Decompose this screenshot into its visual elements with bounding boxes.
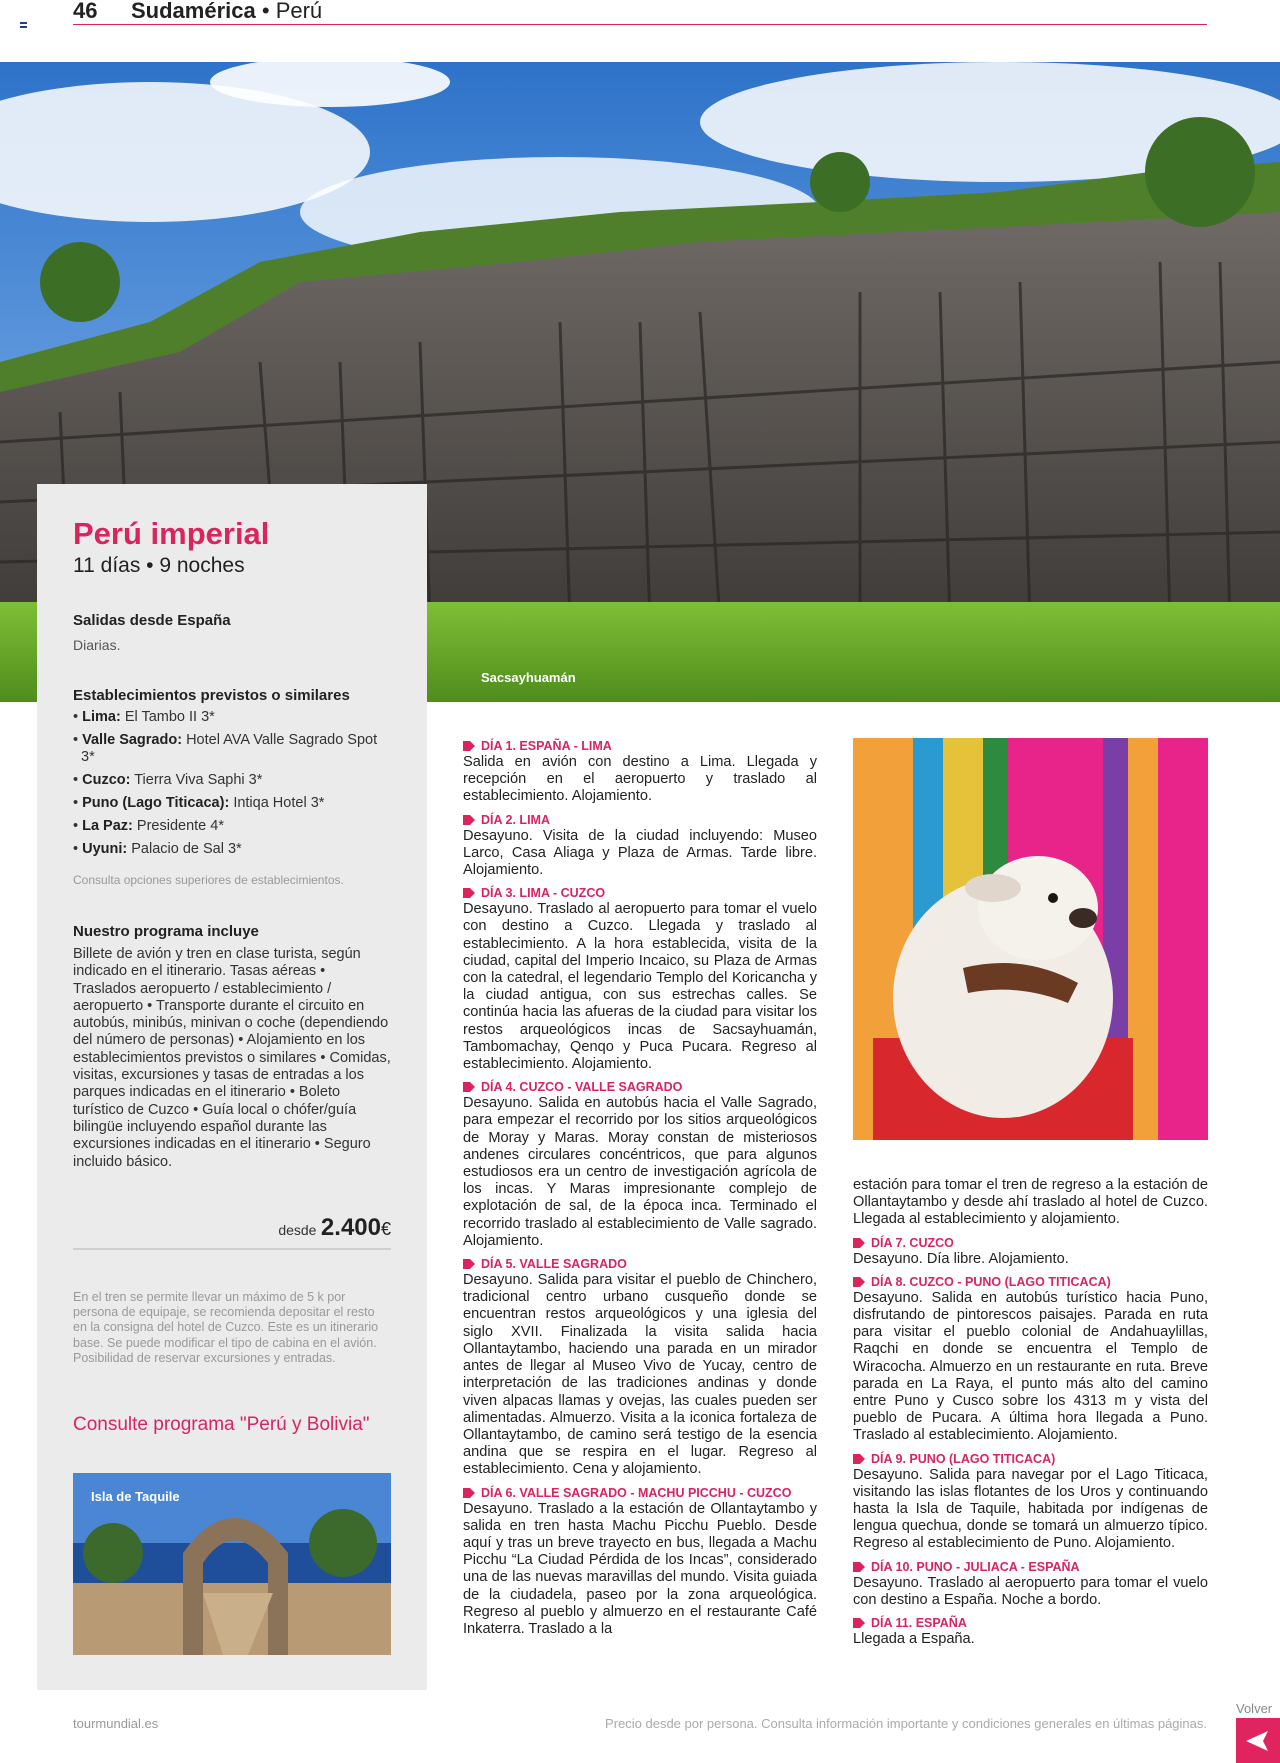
- day-title: [463, 812, 817, 828]
- day-text: Desayuno. Salida en autobús turístico hacia Puno, disfrutando de pintorescos paisajes. Parada en ruta para visitar el pueblo colonial de Andahuaylillas, Raqchi en donde se encuentra el Templo de Wiracocha. Almuerzo en un restaurante en ruta. Breve parada en La Raya, el punto más alto del camino entre Puno y Cusco sobre los 4313 m y vista del pueblo de Pucara. A última hora llegada a Puno. Traslado al establecimiento. Alojamiento.: [853, 1289, 1208, 1444]
- hotel-name: El Tambo II 3*: [124, 709, 215, 725]
- day-block: [853, 1451, 1208, 1553]
- price-prefix: desde: [278, 1222, 317, 1238]
- list-item: • Uyuni: Palacio de Sal 3*: [73, 841, 242, 857]
- day-marker-icon: [463, 741, 475, 751]
- departures-text: Diarias.: [73, 637, 121, 653]
- day-text: Salida en avión con destino a Lima. Llegada y recepción en el aeropuerto y traslado al establecimiento. Alojamiento.: [463, 754, 817, 805]
- day-marker-icon: [853, 1454, 865, 1464]
- day-title: [463, 1485, 817, 1501]
- price-row: [73, 1214, 391, 1250]
- day-block: [463, 812, 817, 880]
- day-continuation: [853, 1177, 1208, 1229]
- day-marker-icon: [463, 888, 475, 898]
- day-marker-icon: [853, 1562, 865, 1572]
- day-title-text: DÍA 3. LIMA - CUZCO: [481, 886, 606, 901]
- hotel-city: Cuzco:: [82, 772, 131, 788]
- day-text: Llegada a España.: [853, 1631, 975, 1648]
- day-title-text: DÍA 8. CUZCO - PUNO (LAGO TITICACA): [871, 1274, 1111, 1289]
- day-title-text: DÍA 4. CUZCO - VALLE SAGRADO: [481, 1080, 683, 1095]
- back-label: Volver: [1236, 1701, 1273, 1716]
- day-title: [853, 1274, 1208, 1290]
- peru-bolivia-link[interactable]: Consulte programa "Perú y Bolivia": [73, 1414, 370, 1435]
- day-title-text: DÍA 7. CUZCO: [871, 1235, 954, 1250]
- day-text: Desayuno. Salida en autobús hacia el Valle Sagrado, para empezar el recorrido por los sitios arqueológicos de Moray y Maras. Moray constan de misteriosos andenes circulares concéntricos, que para algunos estudiosos era un centro de investigación agrícola de los incas. Y Maras impresionante complejo de explotación de sal, de la época inca. Terminado el recorrido traslado al establecimiento de Valle sagrado. Alojamiento.: [463, 1095, 817, 1249]
- departures-title: Salidas desde España: [73, 612, 231, 629]
- day-title-text: DÍA 5. VALLE SAGRADO: [481, 1257, 627, 1272]
- country-name: Perú: [275, 0, 323, 23]
- day-text: Desayuno. Traslado al aeropuerto para tomar el vuelo con destino a Cuzco. Llegada y traslado al establecimiento. A la hora establecida, visita de la ciudad, capital del Imperio Incaico, su Plaza de Armas con la catedral, el legendario Templo del Koricancha y la ciudad antigua, con sus estrechas calles. Se continúa hacia las afueras de la ciudad para visitar los restos arqueológicos incas de Sacsayhuamán, Tambomachay, Qenqo y Puca Pucara. Regreso al establecimiento. Alojamiento.: [463, 901, 817, 1073]
- page-number: 46: [73, 0, 98, 23]
- day-text: Desayuno. Visita de la ciudad incluyendo: Museo Larco, Casa Aliaga y Plaza de Armas. Tarde libre. Alojamiento.: [463, 827, 817, 879]
- list-item: • La Paz: Presidente 4*: [73, 818, 224, 834]
- day-title-text: DÍA 1. ESPAÑA - LIMA: [481, 739, 612, 753]
- day-title: [463, 1256, 817, 1272]
- day-block: [463, 1256, 817, 1478]
- island-caption: Isla de Taquile: [91, 1489, 180, 1504]
- day-title: [853, 1559, 1208, 1575]
- day-block: [463, 1079, 817, 1250]
- itinerary-column-2: [853, 1177, 1208, 1654]
- day-title-text: DÍA 2. LIMA: [481, 812, 550, 827]
- price-currency: €: [380, 1219, 391, 1239]
- price-disclaimer: Precio desde por persona. Consulta información importante y condiciones generales en últimas páginas.: [605, 1716, 1207, 1731]
- list-item: • Puno (Lago Titicaca): Intiqa Hotel 3*: [73, 795, 325, 811]
- hotels-note: Consulta opciones superiores de establecimientos.: [73, 873, 344, 887]
- day-marker-icon: [463, 1082, 475, 1092]
- hotel-city: La Paz:: [82, 818, 133, 834]
- trip-title: Perú imperial: [73, 516, 270, 551]
- day-text: Desayuno. Salida para navegar por el Lago Titicaca, visitando las islas flotantes de los Uros y continuando hasta la Isla de Taquile, habitada por indígenas de lengua quechua, donde se tomará un almuerzo típico. Regreso al establecimiento de Puno. Alojamiento.: [853, 1466, 1208, 1552]
- flag-icon: [20, 22, 27, 28]
- day-marker-icon: [853, 1238, 865, 1248]
- hotel-name: Intiqa Hotel 3*: [233, 795, 325, 811]
- day-block: [853, 1615, 1208, 1648]
- day-title: [853, 1451, 1208, 1467]
- day-title: [853, 1235, 1208, 1251]
- lamb-photo-icon: [853, 738, 1208, 1140]
- day-text: Desayuno. Traslado a la estación de Ollantaytambo y salida en tren hasta Machu Picchu Pueblo. Desde aquí y tras un breve trayecto en bus, llegada a Machu Picchu “La Ciudad Pérdida de los Incas”, considerado una de las nuevas maravillas del mundo. Visita guiada de la ciudadela, paseo por la zona arqueológica. Regreso al pueblo y almuerzo en el restaurante Café Inkaterra. Traslado a la: [463, 1500, 817, 1637]
- day-block: [853, 1559, 1208, 1609]
- hotel-city: Puno (Lago Titicaca):: [82, 795, 230, 811]
- list-item: • Cuzco: Tierra Viva Saphi 3*: [73, 772, 263, 788]
- trip-info-panel: [37, 484, 427, 1690]
- hotel-city: Lima:: [82, 709, 121, 725]
- day-title-text: DÍA 10. PUNO - JULIACA - ESPAÑA: [871, 1559, 1080, 1574]
- hero-caption: Sacsayhuamán: [481, 670, 576, 685]
- itinerary-column-1: [463, 738, 817, 1644]
- page-header: [73, 0, 1207, 25]
- day-marker-icon: [463, 815, 475, 825]
- hotel-name: Hotel AVA Valle Sagrado Spot 3*: [81, 732, 378, 765]
- day-text: Desayuno. Salida para visitar el pueblo de Chinchero, tradicional centro urbano cusqueño donde se encuentran restos arqueológicos y una iglesia del siglo XVII. Finalizada la visita salida hacia Ollantaytambo, haciendo una parada en un mirador antes de llegar al Museo Vivo de Yucay, centro de interpretación de las tradiciones andinas y donde viven alpacas llamas y ovejas, las cuales pueden ser alimentadas. Almuerzo. Visita a la iconica fortaleza de Ollantaytambo, de camino será testigo de la esencia andina que se respira en el lugar. Regreso al establecimiento. Cena y alojamiento.: [463, 1272, 817, 1478]
- day-title-text: DÍA 6. VALLE SAGRADO - MACHU PICCHU - CUZCO: [481, 1485, 792, 1500]
- day-title-text: DÍA 11. ESPAÑA: [871, 1616, 967, 1631]
- trip-duration: 11 días • 9 noches: [73, 554, 245, 577]
- day-text: Desayuno. Traslado al aeropuerto para tomar el vuelo con destino a España. Noche a bordo.: [853, 1574, 1208, 1608]
- hotel-name: Palacio de Sal 3*: [131, 841, 242, 857]
- list-item: • Valle Sagrado: Hotel AVA Valle Sagrado Spot 3*: [73, 732, 378, 765]
- title-separator: •: [261, 0, 270, 23]
- day-marker-icon: [853, 1277, 865, 1287]
- list-item: • Lima: El Tambo II 3*: [73, 709, 215, 725]
- day-text: estación para tomar el tren de regreso a la estación de Ollantaytambo y desde ahí traslado al hotel de Cuzco. Llegada al establecimiento y alojamiento.: [853, 1177, 1208, 1228]
- price-amount: 2.400: [320, 1214, 381, 1241]
- hotel-city: Valle Sagrado:: [82, 732, 183, 748]
- day-title: [853, 1615, 1208, 1631]
- day-title-text: DÍA 9. PUNO (LAGO TITICACA): [871, 1451, 1056, 1466]
- day-block: [463, 885, 817, 1073]
- hotel-name: Tierra Viva Saphi 3*: [134, 772, 263, 788]
- day-title: [463, 885, 817, 901]
- day-text: Desayuno. Día libre. Alojamiento.: [853, 1250, 1069, 1267]
- hotel-name: Presidente 4*: [136, 818, 224, 834]
- island-photo: [73, 1473, 391, 1655]
- region-name: Sudamérica: [131, 0, 256, 23]
- includes-text: Billete de avión y tren en clase turista, según indicado en el itinerario. Tasas aéreas • Traslados aeropuerto / establecimiento / aeropuerto • Transporte durante el circuito en autobús, minibús, minivan o coche (dependiendo del número de personas) • Alojamiento en los establecimientos previstos o similares • Comidas, visitas, excursiones y tasas de entradas a los parques indicadas en el itinerario • Boleto turístico de Cuzco • Guía local o chófer/guía bilingüe incluyendo español durante las excursiones indicadas en el itinerario • Seguro incluido básico.: [73, 946, 391, 1170]
- day-block: [853, 1235, 1208, 1268]
- includes-title: Nuestro programa incluye: [73, 923, 259, 940]
- day-marker-icon: [463, 1259, 475, 1269]
- day-block: [463, 1485, 817, 1639]
- day-marker-icon: [463, 1488, 475, 1498]
- lamb-photo: [853, 738, 1208, 1140]
- arrow-left-icon: [1246, 1731, 1270, 1751]
- day-title: [463, 1079, 817, 1095]
- hotels-title: Establecimientos previstos o similares: [73, 687, 350, 704]
- back-button[interactable]: [1236, 1718, 1280, 1763]
- website-link[interactable]: tourmundial.es: [73, 1716, 159, 1731]
- train-note: En el tren se permite llevar un máximo de 5 k por persona de equipaje, se recomienda depositar el resto en la consigna del hotel de Cuzco. Este es un itinerario base. Se puede modificar el tipo de cabina en el avión. Posibilidad de reservar excursiones y entradas.: [73, 1290, 379, 1365]
- day-marker-icon: [853, 1618, 865, 1628]
- section-title: [131, 0, 322, 24]
- hotel-city: Uyuni:: [82, 841, 128, 857]
- day-block: [853, 1274, 1208, 1445]
- hotels-list: [73, 709, 391, 864]
- day-block: [463, 738, 817, 806]
- day-title: [463, 738, 817, 754]
